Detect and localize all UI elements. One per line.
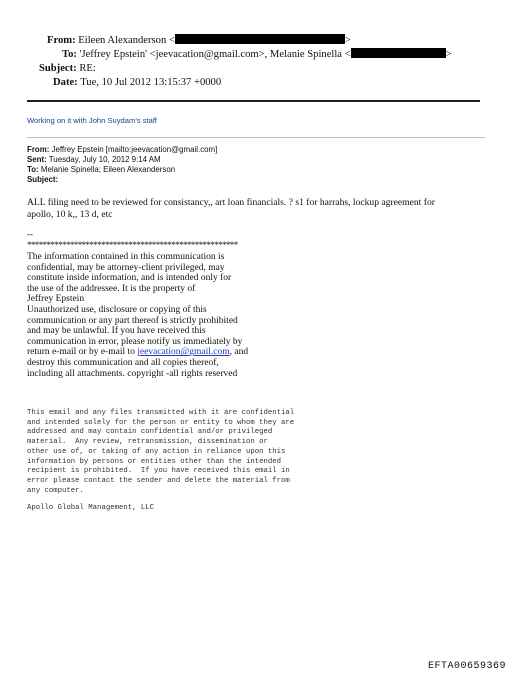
disclaimer-line: addressed and may contain confidential and/or privileged: [27, 428, 273, 437]
inner-to-label: To:: [27, 165, 39, 174]
message-body: [27, 197, 477, 220]
to-value: 'Jeffrey Epstein' <jeevacation@gmail.com>, Melanie Spinella <: [79, 49, 351, 60]
notice-line: Unauthorized use, disclosure or copying of this: [27, 304, 207, 315]
message-line: ALL filing need to be reviewed for consistancy,, art loan financials. ? s1 for harrahs, lockup agreement for: [27, 197, 435, 208]
notice-line-with-link: return e-mail or by e-mail to jeevacation@gmail.com, and: [27, 347, 249, 358]
outer-to-row: To: 'Jeffrey Epstein' <jeevacation@gmail.com>, Melanie Spinella < >: [62, 49, 452, 60]
disclaimer-line: any computer.: [27, 486, 84, 495]
message-line: apollo, 10 k,, 13 d, etc: [27, 208, 113, 220]
disclaimer-line: other use of, or taking of any action in reliance upon this: [27, 447, 286, 456]
date-label: Date:: [53, 77, 78, 88]
inner-sent-row: [27, 155, 161, 165]
notice-line: Jeffrey Epstein: [27, 294, 85, 305]
inner-subject-label: Subject:: [27, 175, 59, 184]
inner-sent-label: Sent:: [27, 155, 47, 164]
notice-line: communication in error, please notify us immediately by: [27, 336, 243, 347]
inner-sent-value: Tuesday, July 10, 2012 9:14 AM: [46, 155, 161, 164]
disclaimer-line: information by persons or entities other than the intended: [27, 457, 281, 466]
outer-subject-row: [39, 62, 96, 75]
outer-date-row: [53, 76, 221, 89]
inner-to-value: Melanie Spinella; Eileen Alexanderson: [38, 165, 176, 174]
redaction-bar: [175, 34, 345, 44]
notice-line: communication or any part thereof is strictly prohibited: [27, 315, 238, 326]
notice-line: the use of the addressee. It is the property of: [27, 283, 196, 294]
notice-line: constitute inside information, and is intended only for: [27, 273, 232, 284]
inner-subject-row: [27, 175, 58, 185]
date-value: Tue, 10 Jul 2012 13:15:37 +0000: [80, 77, 222, 88]
subject-value: RE:: [79, 63, 96, 74]
from-label: From:: [47, 35, 76, 46]
disclaimer-line: This email and any files transmitted with it are confidential: [27, 409, 295, 417]
document-id: EFTA00659369: [427, 661, 506, 672]
apollo-disclaimer: [27, 409, 294, 496]
disclaimer-line: and intended solely for the person or entity to whom they are: [27, 418, 295, 427]
notice-line: The information contained in this communication is: [27, 252, 225, 262]
signature-stars: ******************************************************: [27, 240, 238, 250]
to-label: To:: [62, 49, 77, 60]
redaction-bar: [351, 48, 446, 58]
from-value: Eileen Alexanderson <: [78, 35, 175, 46]
notice-line: and may be unlawful. If you have received this: [27, 326, 206, 337]
inner-from-label: From:: [27, 145, 50, 154]
inner-from-row: [27, 145, 217, 155]
disclaimer-line: material. Any review, retransmission, dissemination or: [27, 438, 268, 447]
outer-from-row: From: Eileen Alexanderson < >: [47, 35, 351, 46]
email-link[interactable]: jeevacation@gmail.com: [137, 347, 230, 358]
notice-line: confidential, may be attorney-client privileged, may: [27, 262, 225, 273]
inner-from-value: Jeffrey Epstein [mailto:jeevacation@gmail.com]: [49, 145, 218, 154]
notice-line: destroy this communication and all copies thereof,: [27, 357, 219, 368]
disclaimer-line: recipient is prohibited. If you have received this email in: [27, 467, 290, 476]
quoted-divider: [27, 137, 485, 138]
inner-to-row: [27, 165, 175, 175]
subject-label: Subject:: [39, 63, 77, 74]
company-name: Apollo Global Management, LLC: [27, 504, 154, 512]
reply-text: Working on it with John Suydam's staff: [27, 116, 157, 125]
signature-dash: --: [27, 229, 33, 239]
header-divider: [27, 100, 480, 102]
notice-line: including all attachments. copyright -all rights reserved: [27, 368, 238, 379]
disclaimer-line: error please contact the sender and delete the material from: [27, 476, 290, 485]
confidentiality-notice: [27, 252, 277, 379]
